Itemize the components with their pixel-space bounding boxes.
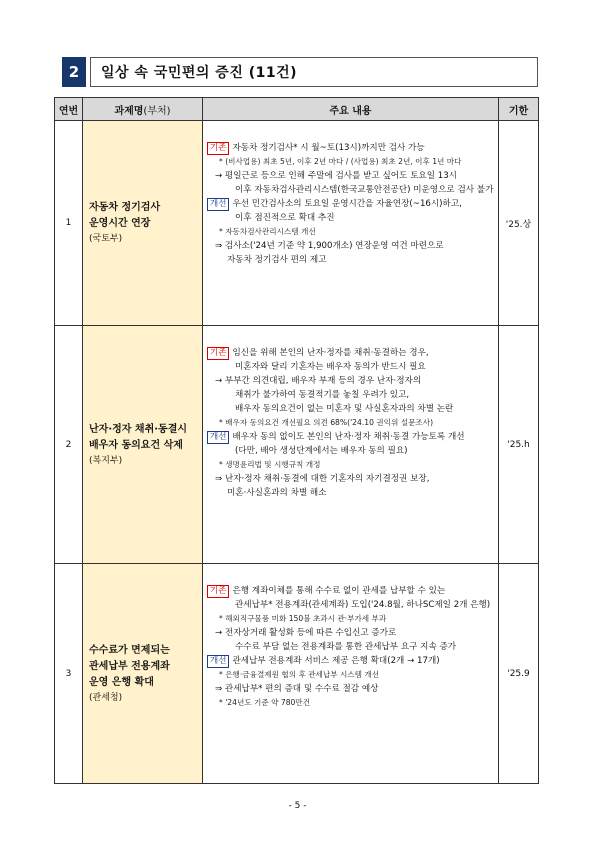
content-line: → 전자상거래 활성화 등에 따른 수입신고 증가로 [215, 628, 397, 638]
content-text: 자동차 정기검사* 시 월~토(13시)까지만 검사 가능 [232, 143, 425, 153]
content-line: → 평일근로 등으로 인해 주말에 검사를 받고 싶어도 토요일 13시 [215, 171, 457, 181]
header-task-sub: (부처) [143, 105, 171, 117]
task-department: (복지부) [89, 455, 123, 466]
deadline-cell: '25.9 [499, 564, 539, 784]
content-line: ⇒ 난자·정자 채취·동결에 대한 기혼자의 자기결정권 보장, [215, 474, 430, 484]
content-text: 관세납부 전용계좌 서비스 제공 은행 확대(2개 → 17개) [232, 656, 440, 666]
tag-improve: 개선 [207, 198, 229, 211]
content-line [207, 141, 494, 155]
section-number: 2 [62, 57, 86, 87]
task-name-line: 관세납부 전용계좌 [89, 660, 170, 672]
section-header [62, 57, 538, 87]
content-text: 임신을 위해 본인의 난자·정자를 채취·동결하는 경우, [232, 348, 429, 358]
content-text: 배우자 동의 없이도 본인의 난자·정자 채취·동결 가능토록 개선 [232, 432, 465, 442]
tag-improve: 개선 [207, 655, 229, 668]
content-note: * 해외직구물품 미화 150불 초과시 관·부가세 부과 [219, 614, 387, 623]
content-line: 배우자 동의요건이 없는 미혼자 및 사실혼자과의 차별 논란 [235, 404, 454, 414]
content-line: 관세납부* 전용계좌(관세계좌) 도입('24.8월, 하나SC제일 2개 은행) [235, 600, 491, 610]
table-row [55, 326, 539, 564]
content-line: ⇒ 검사소('24년 기준 약 1,900개소) 연장운영 여건 마련으로 [215, 241, 444, 251]
content-line [207, 430, 494, 444]
content-line: ⇒ 관세납부* 편의 증대 및 수수료 절감 예상 [215, 684, 379, 694]
tag-current: 기존 [207, 142, 229, 155]
row-number: 1 [55, 121, 83, 326]
content-note: * '24년도 기준 약 780만건 [219, 698, 311, 707]
tag-current: 기존 [207, 347, 229, 360]
task-name-line: 자동차 정기검사 [89, 202, 161, 213]
content-line [207, 654, 494, 668]
content-line: (다만, 배아 생성단계에서는 배우자 동의 필요) [235, 446, 408, 456]
content-line [207, 197, 494, 211]
content-line [207, 346, 494, 360]
deadline-cell: '25.h [499, 326, 539, 564]
table-row [55, 564, 539, 784]
content-cell [203, 121, 499, 326]
header-num: 연번 [55, 98, 83, 121]
task-name-line: 배우자 동의요건 삭제 [89, 439, 183, 451]
task-department: (관세청) [89, 692, 123, 703]
content-cell [203, 326, 499, 564]
content-note: * 배우자 동의요건 개선필요 의견 68%('24.10 권익위 설문조사) [219, 418, 434, 427]
task-department: (국토부) [89, 234, 123, 244]
tag-improve: 개선 [207, 431, 229, 444]
header-content: 주요 내용 [203, 98, 499, 121]
content-note: * 생명윤리법 및 시행규칙 개정 [219, 460, 321, 469]
content-line: 이후 자동차검사관리시스템(한국교통안전공단) 미운영으로 검사 불가 [235, 185, 494, 195]
content-line: 채취가 불가하여 동결적기를 놓칠 우려가 있고, [235, 390, 410, 400]
content-note: * (비사업용) 최초 5년, 이후 2년 마다 / (사업용) 최초 2년, 이후 1년 마다 [219, 157, 462, 166]
content-line: 자동차 정기검사 편의 제고 [227, 255, 327, 265]
task-name-line: 수수료가 면제되는 [89, 644, 170, 656]
table-header-row [55, 98, 539, 121]
header-task [83, 98, 203, 121]
content-line [207, 584, 494, 598]
task-table [54, 97, 539, 784]
content-line: → 부부간 의견대립, 배우자 부재 등의 경우 난자·정자의 [215, 376, 422, 386]
task-cell [83, 564, 203, 784]
task-cell [83, 326, 203, 564]
content-cell [203, 564, 499, 784]
table-row [55, 121, 539, 326]
section-title: 일상 속 국민편의 증진 (11건) [101, 65, 298, 81]
row-number: 2 [55, 326, 83, 564]
page-number: - 5 - [288, 801, 307, 811]
task-name-line: 운영 은행 확대 [89, 676, 154, 688]
content-line: 수수료 부담 없는 전용계좌를 통한 관세납부 요구 지속 증가 [235, 642, 457, 652]
content-note: * 은행·금융결제원 협의 후 관세납부 시스템 개선 [219, 670, 380, 679]
task-name-line: 난자·정자 채취·동결시 [89, 423, 188, 435]
row-number: 3 [55, 564, 83, 784]
task-cell [83, 121, 203, 326]
header-deadline: 기한 [499, 98, 539, 121]
content-text: 우선 민간검사소의 토요일 운영시간을 자율연장(~16시)하고, [232, 199, 462, 209]
section-title-box [90, 57, 538, 87]
content-note: * 자동차검사관리시스템 개선 [219, 227, 316, 236]
content-text: 은행 계좌이체를 통해 수수료 없이 관세를 납부할 수 있는 [232, 586, 446, 596]
content-line: 이후 점진적으로 확대 추진 [235, 213, 335, 223]
content-line: 미혼·사실혼과의 차별 해소 [227, 488, 327, 498]
content-line: 미혼자와 달리 기혼자는 배우자 동의가 반드시 필요 [235, 362, 426, 372]
tag-current: 기존 [207, 585, 229, 598]
header-task-label: 과제명 [114, 105, 144, 117]
task-name-line: 운영시간 연장 [89, 218, 151, 229]
deadline-cell: '25.상 [499, 121, 539, 326]
